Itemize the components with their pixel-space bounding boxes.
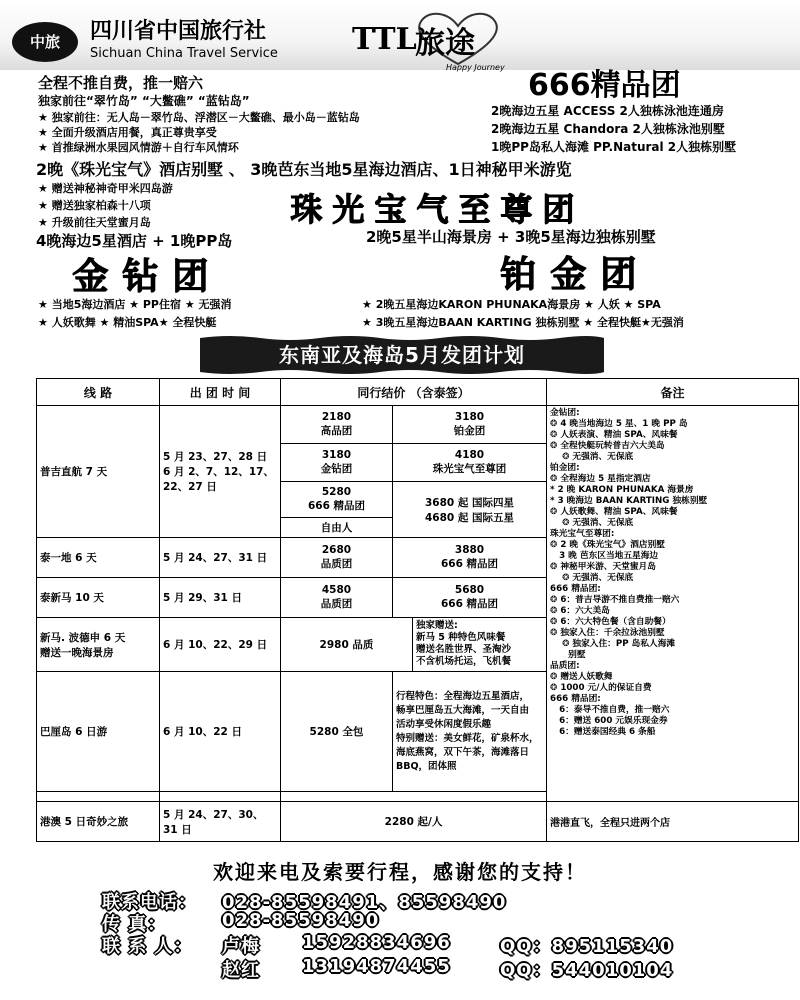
promo-headline: 全程不推自费，推一赔六 [38,74,204,92]
contact1-phone: 15928834696 [302,932,451,953]
notes-line: ❂ 独家入住：PP 岛私人海滩 [550,639,676,649]
price-value: 4580 [321,584,352,596]
pearl-group-summary: 2晚《珠光宝气》酒店别墅 、 3晚芭东当地5星海边酒店、1日神秘甲米游览 [36,160,572,179]
route-gift: 赠送一晚海景房 [40,646,114,659]
contact2-phone: 13194874455 [302,956,451,977]
banner-title: 东南亚及海岛5月发团计划 [279,343,525,367]
notes-line: 6：赠送泰国经典 6 条船 [550,727,656,737]
phone-label: 联系电话： [102,892,197,913]
agency-name-en: Sichuan China Travel Service [90,46,278,61]
gold-features: ★ 当地5海边酒店 ★ PP住宿 ★ 无强消 [38,298,232,311]
price-value: 5680 [454,584,485,596]
price-cell [281,578,393,618]
price-cell [281,406,393,444]
feature-line: BBQ，团体照 [396,760,457,772]
brand-name: 旅途 [415,26,475,61]
price-cell [393,538,547,578]
gift-line: 独家赠送: [416,620,458,631]
price-cell [393,444,547,482]
contact2-qq: QQ：544010104 [500,960,674,981]
feature-line: 活动享受休闲度假乐趣 [396,718,492,730]
promo-bullet: ★ 全面升级酒店用餐，真正尊贵享受 [38,126,217,139]
price-value: 3880 [454,544,485,556]
dates-hkmo: 5 月 24、27、30、31 日 [160,802,281,842]
agency-logo: 中旅 [12,22,78,62]
route-xm [37,618,160,672]
pearl-bullet: ★ 赠送神秘神奇甲米四岛游 [38,182,173,195]
price-cell [393,482,547,538]
notes-line: ❂ 无强消、无保底 [550,452,634,462]
price-value: 4680 起 国际五星 [424,511,515,524]
price-value: 5280 [321,486,352,498]
feature-line: 行程特色：全程海边五星酒店， [396,690,530,702]
promo-exclusive-islands: 独家前往“翠竹岛” “大鳖礁” “蓝钻岛” [38,94,250,108]
header-price: 同行结价 （含泰签） [281,379,547,406]
notes-line: ❂ 6：普吉导游不推自费推一赔六 [550,595,680,605]
notes-line: ❂ 4 晚当地海边 5 星、1 晚 PP 岛 [550,419,688,429]
route-name: 新马. 波德申 6 天 [40,631,126,644]
notes-line: 666 精品团: [550,694,601,704]
notes-cell [547,406,799,802]
notes-line: 金钻团: [550,408,580,418]
price-value: 3680 起 国际四星 [424,496,515,509]
notes-line: 珠光宝气至尊团: [550,529,615,539]
price-cell [281,538,393,578]
empty-cell [160,792,281,802]
notes-line: ❂ 人妖表演、精油 SPA、风味餐 [550,430,678,440]
route-thai: 泰一地 6 天 [37,538,160,578]
notes-line: ❂ 1000 元/人的保证自费 [550,683,652,693]
notes-line: ❂ 人妖歌舞、精油 SPA、风味餐 [550,507,678,517]
contact1-qq: QQ：895115340 [500,936,674,957]
gold-group-summary: 4晚海边5星酒店 + 1晚PP岛 [36,232,233,250]
notes-line: 铂金团: [550,463,580,473]
empty-cell [37,792,160,802]
notes-line: 6：泰导不推自费，推一赔六 [550,705,670,715]
gold-group-title: 金钻团 [72,256,223,297]
notes-line: ❂ 6：六大美岛 [550,606,610,616]
price-cell: 2280 起/人 [281,802,547,842]
notes-line: 品质团: [550,661,580,671]
notes-line: 666 精品团: [550,584,601,594]
notes-line: ❂ 神秘甲米游、天堂蜜月岛 [550,562,656,572]
platinum-features: ★ 2晚五星海边KARON PHUNAKA海景房 ★ 人妖 ★ SPA [362,298,661,311]
contact2-name: 赵红 [222,960,260,981]
schedule-banner [200,336,604,374]
dates-tsm: 5 月 29、31 日 [160,578,281,618]
price-group: 666 精品团 [440,598,499,610]
price-cell [393,406,547,444]
price-value: 4180 [454,449,485,461]
route-bali: 巴厘岛 6 日游 [37,672,160,792]
route-tsm: 泰新马 10 天 [37,578,160,618]
empty-cell [281,792,547,802]
notes-line: 6：赠送 600 元娱乐现金券 [550,716,668,726]
notes-line: 3 晚 芭东区当地五星海边 [550,551,659,561]
notes-line: ❂ 无强消、无保底 [550,573,634,583]
agency-name-cn: 四川省中国旅行社 [90,19,267,44]
notes-line: 别墅 [550,650,586,660]
contact1-name: 卢梅 [222,936,260,957]
price-group: 品质团 [320,598,353,610]
hkmo-note: 港港直飞，全程只进两个店 [547,802,799,842]
notes-line: ❂ 无强消、无保底 [550,518,634,528]
gift-cell [413,618,547,672]
notes-line: ❂ 赠送人妖歌舞 [550,672,613,682]
pearl-group-title: 珠光宝气至尊团 [290,190,585,228]
price-value: 3180 [321,449,352,461]
price-group: 品质团 [320,558,353,570]
table-row [37,406,799,444]
platinum-features: ★ 3晚五星海边BAAN KARTING 独栋别墅 ★ 全程快艇★无强消 [362,316,684,329]
header-notes: 备注 [547,379,799,406]
notes-line: ❂ 全程快艇玩转普吉六大美岛 [550,441,665,451]
feature-cell [393,672,547,792]
price-group: 金钻团 [320,463,353,475]
group666-item: 2晚海边五星 ACCESS 2人独栋泳池连通房 [491,104,724,118]
feature-line: 特别赠送：美女鲜花，矿泉杯水， [396,732,539,744]
table-header-row [37,379,799,406]
welcome-message: 欢迎来电及索要行程，感谢您的支持！ [213,860,587,884]
promo-bullet: ★ 首推绿洲水果园风情游＋自行车风情环 [38,141,239,154]
gold-features: ★ 人妖歌舞 ★ 精油SPA★ 全程快艇 [38,316,217,329]
price-cell [393,578,547,618]
gift-line: 不含机场托运，飞机餐 [416,656,512,667]
notes-list [550,408,795,738]
gift-line: 新马 5 种特色风味餐 [416,632,506,643]
pearl-bullet: ★ 赠送独家柏森十八项 [38,199,151,212]
table-row [37,802,799,842]
feature-line: 海底燕窝，双下午茶，海滩落日 [396,746,530,758]
price-group: 666 精品团 [307,500,366,512]
price-cell: 2980 品质 [281,618,413,672]
header-route: 线 路 [37,379,160,406]
price-cell: 自由人 [281,518,393,538]
price-value: 3180 [454,411,485,423]
dates-bali: 6 月 10、22 日 [160,672,281,792]
notes-line: ❂ 2 晚《珠光宝气》酒店别墅 [550,540,665,550]
promo-bullet: ★ 独家前往：无人岛－翠竹岛、浮潜区－大鳖礁、最小岛－蓝钻岛 [38,111,360,124]
price-cell: 5280 全包 [281,672,393,792]
price-group: 铂金团 [453,425,486,437]
fax-value: 028-85598490 [222,910,380,931]
notes-line: * 2 晚 KARON PHUNAKA 海景房 [550,485,694,495]
fax-label: 传 真： [102,914,167,935]
price-value: 2680 [321,544,352,556]
group666-item: 1晚PP岛私人海滩 PP.Natural 2人独栋别墅 [491,140,737,154]
route-hkmo: 港澳 5 日奇妙之旅 [37,802,160,842]
group666-item: 2晚海边五星 Chandora 2人独栋泳池别墅 [491,122,725,136]
notes-line: ❂ 6：六大特色餐（含自助餐） [550,617,671,627]
dates-thai: 5 月 24、27、31 日 [160,538,281,578]
phone-value: 028-85598491、85598490 [222,892,507,913]
price-cell [281,444,393,482]
header-dates: 出 团 时 间 [160,379,281,406]
feature-line: 畅享巴厘岛五大海滩，一天自由 [396,704,530,716]
notes-line: ❂ 独家入住：千余拉泳池别墅 [550,628,665,638]
platinum-group-title: 铂金团 [500,254,651,295]
brand-mark: TTL [352,22,417,57]
dates-phuket: 5 月 23、27、28 日 6 月 2、7、12、17、22、27 日 [160,406,281,538]
gift-line: 赠送名胜世界、圣淘沙 [416,644,512,655]
notes-line: ❂ 全程海边 5 星指定酒店 [550,474,651,484]
route-phuket: 普吉直航 7 天 [37,406,160,538]
pearl-bullet: ★ 升级前往天堂蜜月岛 [38,216,151,229]
price-value: 2180 [321,411,352,423]
price-group: 珠光宝气至尊团 [432,463,507,475]
group666-title: 666精品团 [528,68,681,103]
notes-line: * 3 晚海边 BAAN KARTING 独栋别墅 [550,496,708,506]
price-group: 666 精品团 [440,558,499,570]
brand-tagline: Happy Journey [446,63,505,72]
schedule-table [36,378,799,842]
price-group: 高品团 [320,425,353,437]
platinum-group-summary: 2晚5星半山海景房 + 3晚5星海边独栋别墅 [366,228,656,246]
dates-xm: 6 月 10、22、29 日 [160,618,281,672]
price-cell [281,482,393,518]
contact-label: 联 系 人： [102,936,193,957]
